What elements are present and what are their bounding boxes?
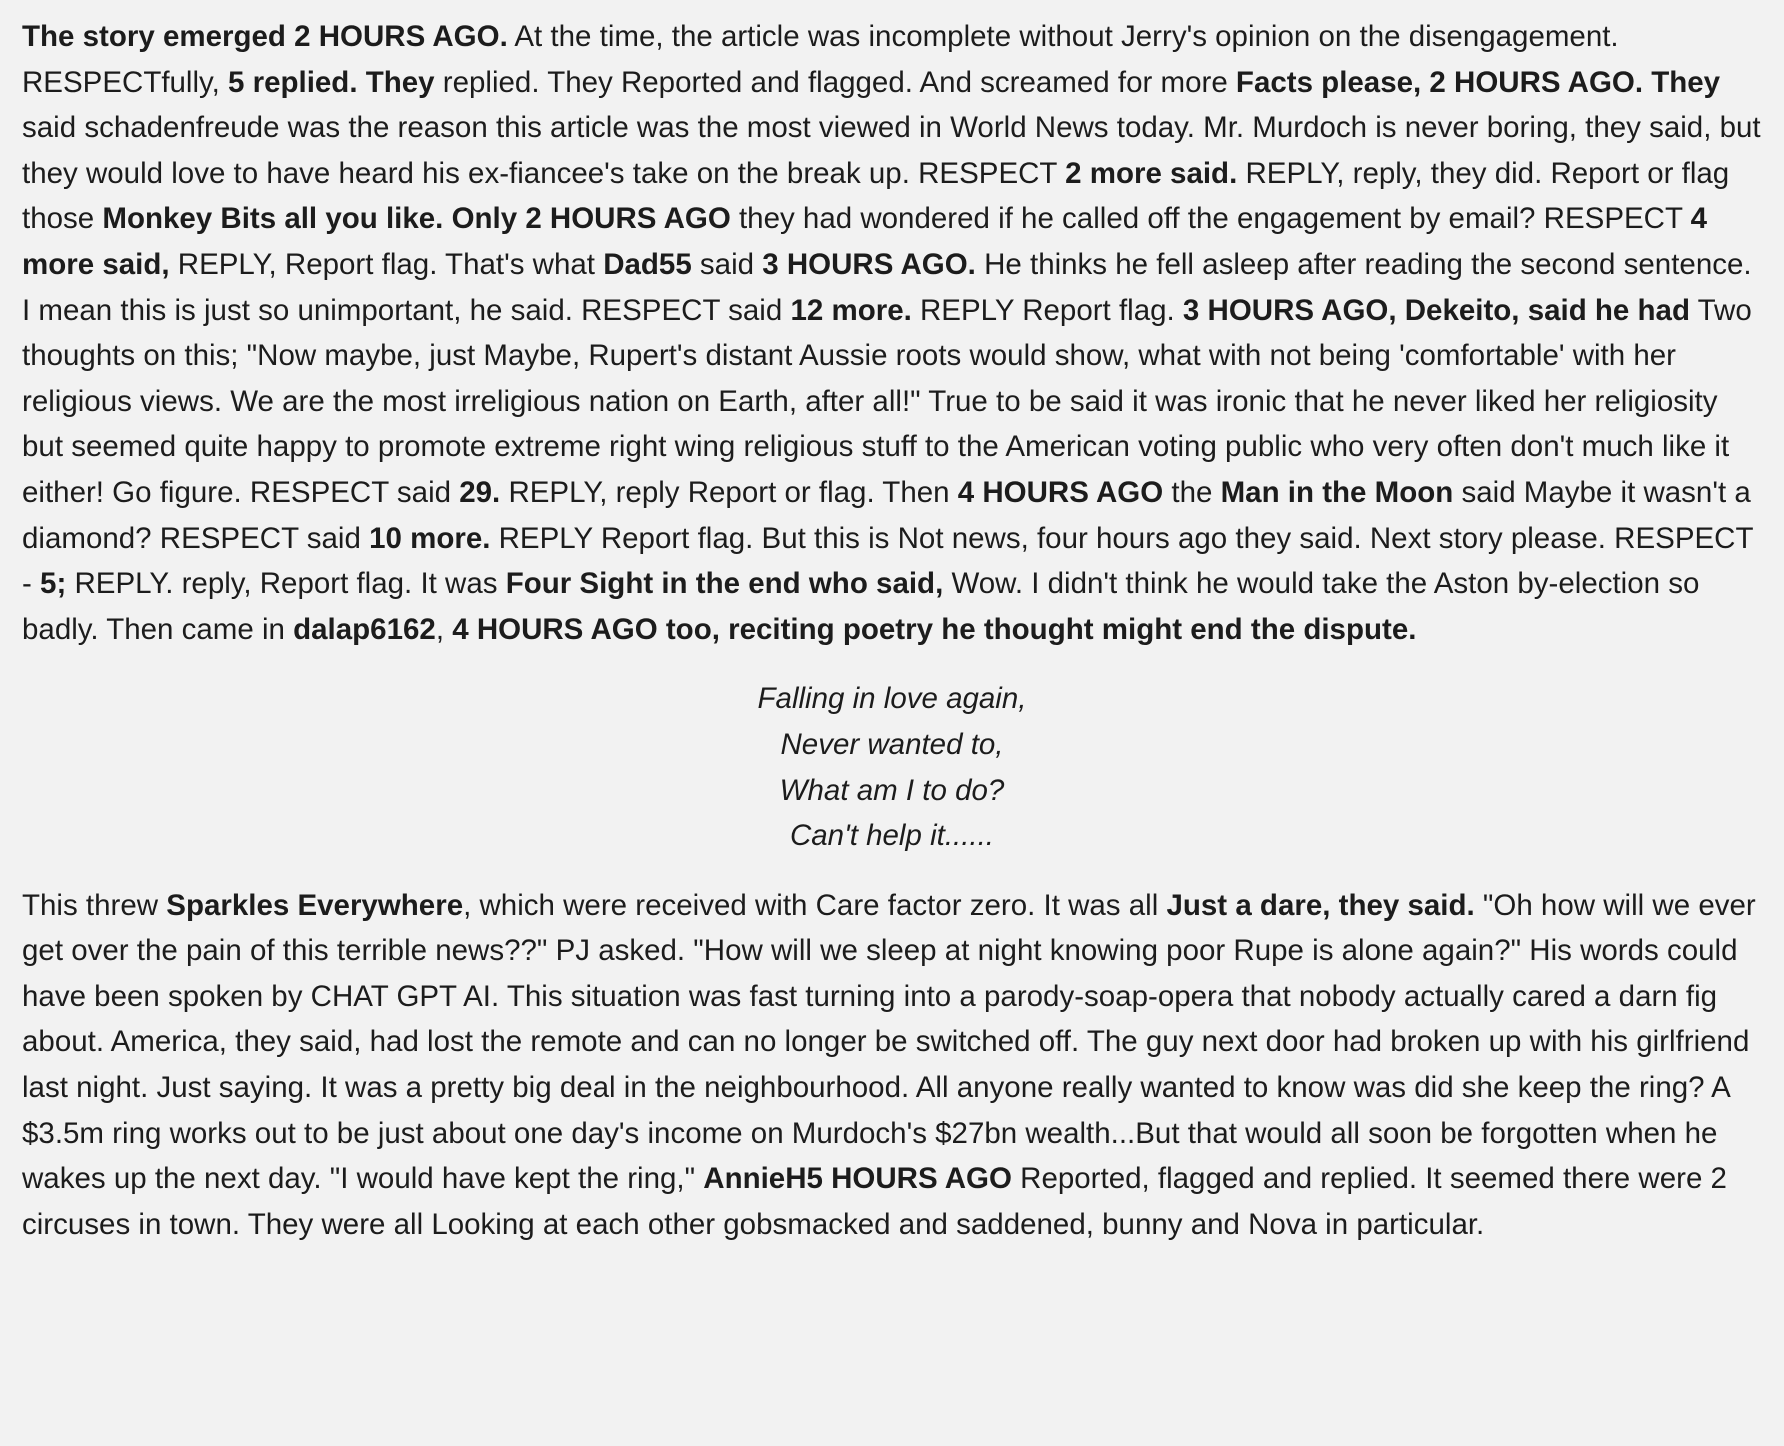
story-paragraph-1	[22, 14, 1762, 652]
poem-line: What am I to do?	[779, 773, 1005, 807]
bold-segment: Man in the Moon	[1220, 475, 1454, 509]
text-segment: REPLY, Report flag. That's what	[169, 247, 604, 281]
bold-segment: Just a dare, they said.	[1166, 888, 1475, 922]
bold-segment: 3 HOURS AGO.	[762, 247, 976, 281]
text-segment: REPLY, reply Report or flag. Then	[500, 475, 958, 509]
story-paragraph-2	[22, 883, 1762, 1248]
text-segment: At the time, the article was incomplete without Jerry's opinion on the disengagement. RESPECTfully,	[22, 20, 1619, 99]
text-segment: REPLY. reply, Report flag. It was	[66, 567, 506, 601]
bold-segment: The story emerged 2 HOURS AGO.	[22, 20, 508, 53]
bold-segment: 4 HOURS AGO	[957, 475, 1164, 509]
text-segment: Reported, flagged and replied. It seemed there were 2 circuses in town. They were all Looking at each other gobsmacked and saddened, bunny and Nova in particular.	[22, 1162, 1727, 1241]
bold-segment: 5 replied. They	[228, 65, 435, 99]
text-segment: , which were received with Care factor zero. It was all	[463, 888, 1167, 922]
text-segment: Wow. I didn't think he would take the Aston by-election so badly. Then came in	[22, 567, 1700, 646]
text-segment: REPLY Report flag. But this is Not news, four hours ago they said. Next story please. RESPECT -	[22, 521, 1753, 601]
text-segment: said schadenfreude was the reason this article was the most viewed in World News today. Mr. Murdoch is never boring, they said, but they would love to have heard his ex-fiancee's take on the break up. RESPECT	[22, 111, 1761, 190]
text-segment: REPLY Report flag.	[911, 293, 1183, 327]
bold-segment: 4 more said,	[22, 202, 1708, 281]
bold-segment: Monkey Bits all you like. Only 2 HOURS AGO	[102, 202, 731, 236]
text-segment: Two thoughts on this; "Now maybe, just Maybe, Rupert's distant Aussie roots would show, what with not being 'comfortable' with her religious views. We are the most irreligious nation on Earth, after all!" True to be said it was ironic that he never liked her religiosity but seemed quite happy to promote extreme right wing religious stuff to the American voting public who very often don't much like it either! Go figure. RESPECT said	[22, 293, 1752, 509]
text-segment: ,	[435, 612, 453, 646]
text-segment: This threw	[22, 888, 167, 922]
article-body	[22, 14, 1762, 1247]
bold-segment: 5;	[40, 567, 67, 601]
poem-line: Never wanted to,	[780, 727, 1004, 761]
bold-segment: 2 more said.	[1065, 156, 1238, 190]
poem-stanza	[22, 676, 1762, 858]
bold-segment: 12 more.	[790, 293, 912, 327]
text-segment: said Maybe it wasn't a diamond? RESPECT said	[22, 475, 1751, 555]
text-segment: He thinks he fell asleep after reading the second sentence. I mean this is just so unimportant, he said. RESPECT said	[22, 247, 1752, 327]
bold-segment: 29.	[459, 475, 501, 509]
bold-segment: Facts please, 2 HOURS AGO. They	[1235, 65, 1721, 99]
bold-segment: 10 more.	[369, 521, 491, 555]
bold-segment: Four Sight in the end who said,	[505, 567, 944, 601]
text-segment: "Oh how will we ever get over the pain of this terrible news??" PJ asked. "How will we sleep at night knowing poor Rupe is alone again?" His words could have been spoken by CHAT GPT AI. This situation was fast turning into a parody-soap-opera that nobody actually cared a darn fig about. America, they said, had lost the remote and can no longer be switched off. The guy next door had broken up with his girlfriend last night. Just saying. It was a pretty big deal in the neighbourhood. All anyone really wanted to know was did she keep the ring? A $3.5m ring works out to be just about one day's income on Murdoch's $27bn wealth...But that would all soon be forgotten when he wakes up the next day. "I would have kept the ring,"	[22, 888, 1756, 1196]
bold-segment: Dad55	[603, 247, 692, 281]
text-segment: they had wondered if he called off the engagement by email? RESPECT	[730, 202, 1691, 236]
bold-segment: dalap6162	[293, 612, 436, 646]
bold-segment: AnnieH5 HOURS AGO	[703, 1162, 1012, 1196]
bold-segment: Sparkles Everywhere	[166, 888, 464, 922]
bold-segment: 3 HOURS AGO, Dekeito, said he had	[1182, 293, 1690, 327]
poem-line: Falling in love again,	[757, 682, 1027, 716]
text-segment: REPLY, reply, they did. Report or flag those	[22, 156, 1730, 236]
text-segment: replied. They Reported and flagged. And screamed for more	[434, 65, 1236, 99]
poem-line: Can't help it......	[789, 819, 995, 853]
bold-segment: 4 HOURS AGO too, reciting poetry he thought might end the dispute.	[452, 612, 1417, 646]
text-segment: the	[1163, 475, 1221, 509]
text-segment: said	[691, 247, 763, 281]
